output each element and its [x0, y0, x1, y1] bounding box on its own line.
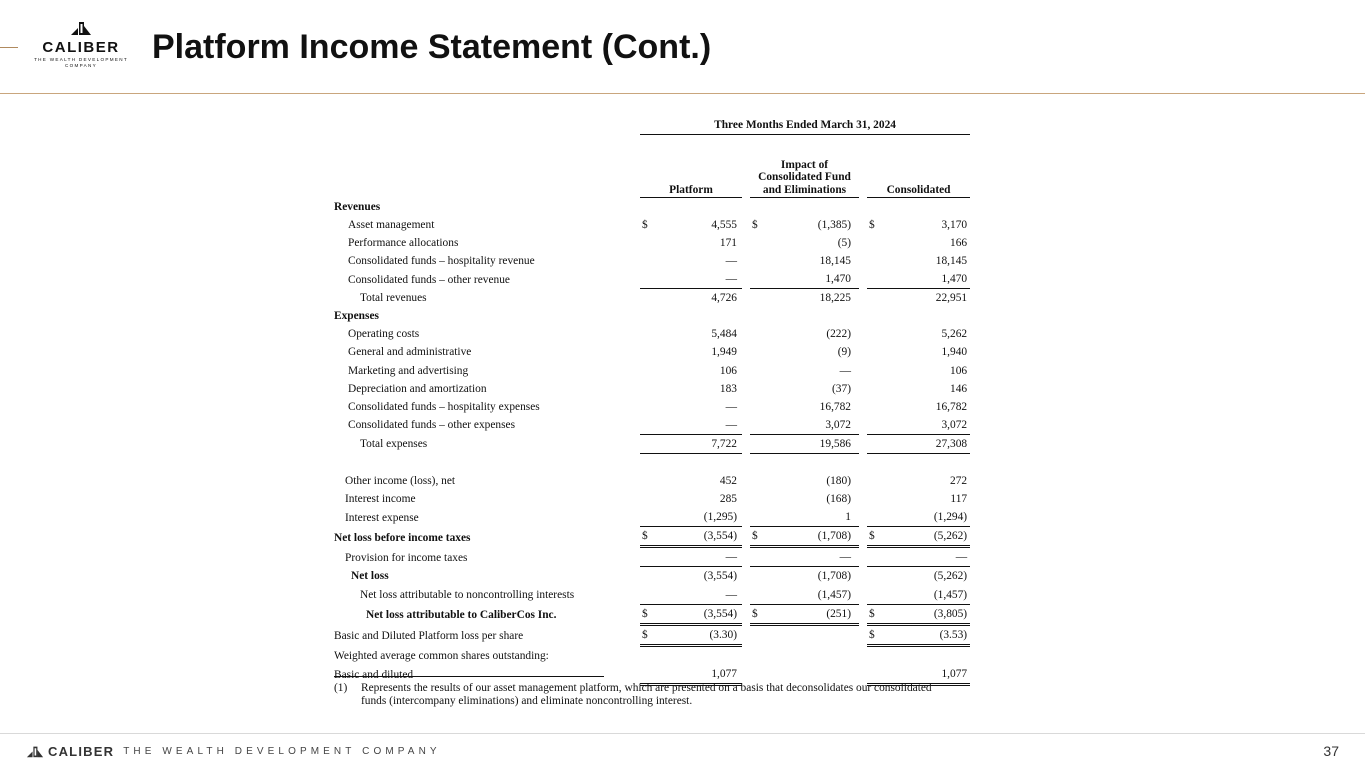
row-label: Total revenues — [360, 292, 427, 305]
header-accent-line — [0, 47, 18, 48]
value-consolidated: 16,782 — [935, 400, 968, 413]
value-consolidated: — — [881, 547, 970, 567]
currency-sign-platform — [640, 645, 654, 665]
currency-sign-consolidated — [867, 472, 881, 490]
currency-sign-platform: $ — [640, 527, 654, 547]
statement-row — [334, 216, 970, 234]
value-impact: 1,470 — [764, 270, 859, 289]
currency-sign-platform — [640, 416, 654, 435]
currency-sign-consolidated: $ — [867, 604, 881, 624]
section-header: Expenses — [334, 310, 379, 323]
row-label: Basic and Diluted Platform loss per share — [334, 630, 524, 643]
logo-wordmark: CALIBER — [42, 39, 120, 56]
value-impact: (168) — [826, 493, 851, 506]
currency-sign-platform — [640, 343, 654, 361]
row-label: Other income (loss), net — [345, 475, 456, 487]
row-label: Marketing and advertising — [348, 364, 469, 377]
value-platform: 4,726 — [711, 292, 737, 305]
footnote-text: Represents the results of our asset management platform, which are presented on a basis that deconsolidates our consolidated funds (intercompany eliminations) and eliminate noncontrolling interest. — [361, 682, 932, 707]
currency-sign-consolidated — [867, 508, 881, 527]
currency-sign-consolidated: $ — [869, 218, 875, 231]
row-label: Net loss attributable to CaliberCos Inc. — [366, 609, 557, 622]
statement-row — [334, 472, 970, 490]
footer-divider — [0, 733, 1365, 734]
currency-sign-platform — [640, 234, 654, 252]
statement-row — [334, 234, 970, 252]
value-platform: (3,554) — [654, 527, 742, 547]
statement-row — [334, 252, 970, 270]
footnote-rule — [334, 676, 604, 677]
building-logo-icon — [70, 20, 92, 36]
currency-sign-platform — [640, 398, 654, 416]
currency-sign-consolidated — [867, 252, 881, 270]
col-header-consolidated: Consolidated — [867, 134, 970, 197]
currency-sign-consolidated — [867, 289, 881, 308]
value-platform — [654, 645, 742, 665]
value-impact: 1 — [764, 508, 859, 527]
statement-row — [334, 604, 970, 624]
value-platform: 171 — [719, 236, 737, 249]
currency-sign-platform — [640, 380, 654, 398]
value-consolidated: 272 — [950, 475, 968, 487]
row-label: Consolidated funds – hospitality revenue — [348, 254, 535, 267]
currency-sign-consolidated — [867, 325, 881, 343]
currency-sign-platform — [640, 490, 654, 508]
currency-sign-platform — [640, 270, 654, 289]
currency-sign-impact: $ — [750, 527, 764, 547]
currency-sign-platform — [640, 325, 654, 343]
section-header: Revenues — [334, 200, 381, 213]
statement-body — [334, 197, 970, 684]
row-label: Asset management — [348, 218, 435, 231]
income-statement-table — [334, 116, 970, 686]
value-impact: (37) — [832, 382, 851, 395]
value-impact: 19,586 — [764, 434, 859, 453]
row-label: Net loss attributable to noncontrolling interests — [360, 589, 575, 602]
currency-sign-impact — [750, 508, 764, 527]
value-impact: — — [764, 547, 859, 567]
value-impact — [764, 645, 859, 665]
statement-row — [334, 343, 970, 361]
statement-row — [334, 434, 970, 453]
footer-tagline: THE WEALTH DEVELOPMENT COMPANY — [123, 745, 441, 757]
value-consolidated: 166 — [950, 236, 968, 249]
statement-row — [334, 398, 970, 416]
value-impact: — — [839, 364, 851, 377]
value-impact: (251) — [764, 604, 859, 624]
footnote-row — [334, 682, 954, 708]
row-label: Provision for income taxes — [345, 551, 468, 564]
income-statement — [334, 116, 968, 686]
currency-sign-consolidated — [867, 585, 881, 604]
value-impact: (9) — [837, 346, 851, 359]
period-header-row — [334, 116, 970, 134]
currency-sign-consolidated — [867, 270, 881, 289]
spacer-row — [334, 453, 970, 472]
currency-sign-consolidated — [867, 434, 881, 453]
currency-sign-platform — [640, 508, 654, 527]
value-impact: (180) — [826, 475, 851, 487]
value-platform: — — [725, 400, 737, 413]
value-impact — [764, 624, 859, 645]
currency-sign-consolidated — [867, 645, 881, 665]
section-header-row — [334, 307, 970, 325]
value-consolidated: 27,308 — [881, 434, 970, 453]
row-label: Net loss — [351, 570, 389, 583]
header-divider — [0, 93, 1365, 94]
page-title: Platform Income Statement (Cont.) — [152, 28, 712, 66]
row-label: Consolidated funds – hospitality expenses — [348, 400, 540, 413]
value-consolidated — [881, 645, 970, 665]
statement-row — [334, 361, 970, 379]
currency-sign-impact — [750, 361, 764, 379]
currency-sign-platform — [640, 567, 654, 586]
value-impact: 18,145 — [819, 254, 851, 267]
currency-sign-impact — [750, 380, 764, 398]
currency-sign-consolidated — [867, 234, 881, 252]
value-impact: 3,072 — [764, 416, 859, 435]
currency-sign-consolidated: $ — [867, 527, 881, 547]
value-platform: 183 — [719, 382, 737, 395]
value-platform: 285 — [719, 493, 737, 506]
footnote — [334, 676, 954, 708]
footer-building-icon — [26, 745, 44, 758]
statement-row — [334, 567, 970, 586]
value-consolidated: 22,951 — [935, 292, 968, 305]
value-consolidated: 1,470 — [881, 270, 970, 289]
column-header-row — [334, 134, 970, 197]
statement-row — [334, 645, 970, 665]
value-impact: 18,225 — [819, 292, 851, 305]
statement-row — [334, 416, 970, 435]
value-platform: — — [725, 254, 737, 267]
value-platform: (3,554) — [654, 604, 742, 624]
row-label: Operating costs — [348, 328, 420, 341]
currency-sign-platform — [640, 361, 654, 379]
currency-sign-impact — [750, 472, 764, 490]
value-platform: 106 — [719, 364, 737, 377]
currency-sign-platform — [640, 434, 654, 453]
currency-sign-platform — [640, 585, 654, 604]
value-impact: (5) — [837, 236, 851, 249]
row-label: Total expenses — [360, 438, 428, 451]
value-consolidated: (5,262) — [933, 570, 968, 583]
value-consolidated: (3.53) — [881, 624, 970, 645]
value-platform: 5,484 — [711, 328, 737, 341]
currency-sign-impact: $ — [750, 604, 764, 624]
statement-row — [334, 490, 970, 508]
currency-sign-consolidated — [867, 343, 881, 361]
currency-sign-consolidated — [867, 547, 881, 567]
value-impact: (1,385) — [817, 218, 851, 231]
row-label: Net loss before income taxes — [334, 531, 471, 544]
col-header-impact: Impact of Consolidated Fund and Eliminations — [750, 134, 859, 197]
value-platform: — — [654, 547, 742, 567]
row-label: Weighted average common shares outstanding: — [334, 649, 549, 662]
currency-sign-platform — [640, 252, 654, 270]
currency-sign-consolidated: $ — [867, 624, 881, 645]
value-platform: — — [654, 585, 742, 604]
value-consolidated: 106 — [950, 364, 968, 377]
statement-row — [334, 270, 970, 289]
col-header-platform: Platform — [640, 134, 742, 197]
statement-row — [334, 527, 970, 547]
footer-logo — [26, 743, 441, 759]
currency-sign-consolidated — [867, 361, 881, 379]
currency-sign-impact — [750, 567, 764, 586]
currency-sign-platform: $ — [640, 604, 654, 624]
value-platform: 1,949 — [711, 346, 737, 359]
value-consolidated: (5,262) — [881, 527, 970, 547]
currency-sign-platform — [640, 472, 654, 490]
row-label: Consolidated funds – other revenue — [348, 273, 510, 286]
value-platform: — — [654, 416, 742, 435]
row-label: Consolidated funds – other expenses — [348, 419, 516, 432]
statement-row — [334, 585, 970, 604]
value-consolidated: (1,457) — [881, 585, 970, 604]
currency-sign-impact — [750, 398, 764, 416]
statement-row — [334, 289, 970, 308]
currency-sign-consolidated — [867, 567, 881, 586]
currency-sign-impact — [750, 289, 764, 308]
currency-sign-platform: $ — [642, 218, 648, 231]
currency-sign-impact — [750, 434, 764, 453]
value-platform: (3.30) — [654, 624, 742, 645]
value-impact: (1,457) — [764, 585, 859, 604]
currency-sign-platform — [640, 547, 654, 567]
currency-sign-consolidated — [867, 416, 881, 435]
value-impact: (222) — [826, 328, 851, 341]
value-platform: (3,554) — [703, 570, 737, 583]
statement-row — [334, 547, 970, 567]
currency-sign-impact — [750, 645, 764, 665]
value-impact: 16,782 — [819, 400, 851, 413]
currency-sign-impact — [750, 325, 764, 343]
value-consolidated: 146 — [950, 382, 968, 395]
page-number: 37 — [1323, 743, 1339, 759]
currency-sign-consolidated — [867, 380, 881, 398]
value-platform: 1,077 — [654, 665, 742, 685]
value-platform: (1,295) — [654, 508, 742, 527]
value-consolidated: 3,072 — [881, 416, 970, 435]
currency-sign-impact — [750, 252, 764, 270]
currency-sign-impact — [750, 585, 764, 604]
value-impact: (1,708) — [764, 527, 859, 547]
logo-tagline: THE WEALTH DEVELOPMENT COMPANY — [34, 57, 128, 68]
value-platform: — — [654, 270, 742, 289]
value-consolidated: 117 — [950, 493, 968, 506]
statement-row — [334, 380, 970, 398]
value-platform: 4,555 — [711, 218, 737, 231]
row-label: Performance allocations — [348, 236, 459, 249]
currency-sign-impact: $ — [752, 218, 758, 231]
currency-sign-platform: $ — [640, 624, 654, 645]
footnote-number: (1) — [334, 682, 348, 694]
row-label: Interest income — [345, 493, 416, 506]
statement-row — [334, 325, 970, 343]
value-consolidated: 1,940 — [941, 346, 968, 359]
row-label: Depreciation and amortization — [348, 382, 487, 395]
value-platform: 7,722 — [654, 434, 742, 453]
currency-sign-consolidated — [867, 490, 881, 508]
value-consolidated: (1,294) — [881, 508, 970, 527]
value-consolidated: (3,805) — [881, 604, 970, 624]
value-consolidated: 3,170 — [941, 218, 968, 231]
value-consolidated: 18,145 — [935, 254, 968, 267]
statement-row — [334, 624, 970, 645]
footer-wordmark: CALIBER — [48, 743, 115, 759]
value-consolidated: 1,077 — [881, 665, 970, 685]
currency-sign-impact — [750, 234, 764, 252]
statement-row — [334, 508, 970, 527]
row-label: General and administrative — [348, 346, 472, 359]
currency-sign-consolidated — [867, 398, 881, 416]
currency-sign-impact — [750, 416, 764, 435]
row-label: Interest expense — [345, 511, 419, 524]
currency-sign-impact — [750, 547, 764, 567]
currency-sign-impact — [750, 624, 764, 645]
value-consolidated: 5,262 — [941, 328, 968, 341]
currency-sign-impact — [750, 270, 764, 289]
section-header-row — [334, 197, 970, 216]
value-impact: (1,708) — [817, 570, 851, 583]
period-header: Three Months Ended March 31, 2024 — [640, 116, 970, 134]
value-platform: 452 — [719, 475, 737, 487]
caliber-logo — [24, 20, 138, 74]
currency-sign-platform — [640, 289, 654, 308]
currency-sign-impact — [750, 343, 764, 361]
currency-sign-impact — [750, 490, 764, 508]
